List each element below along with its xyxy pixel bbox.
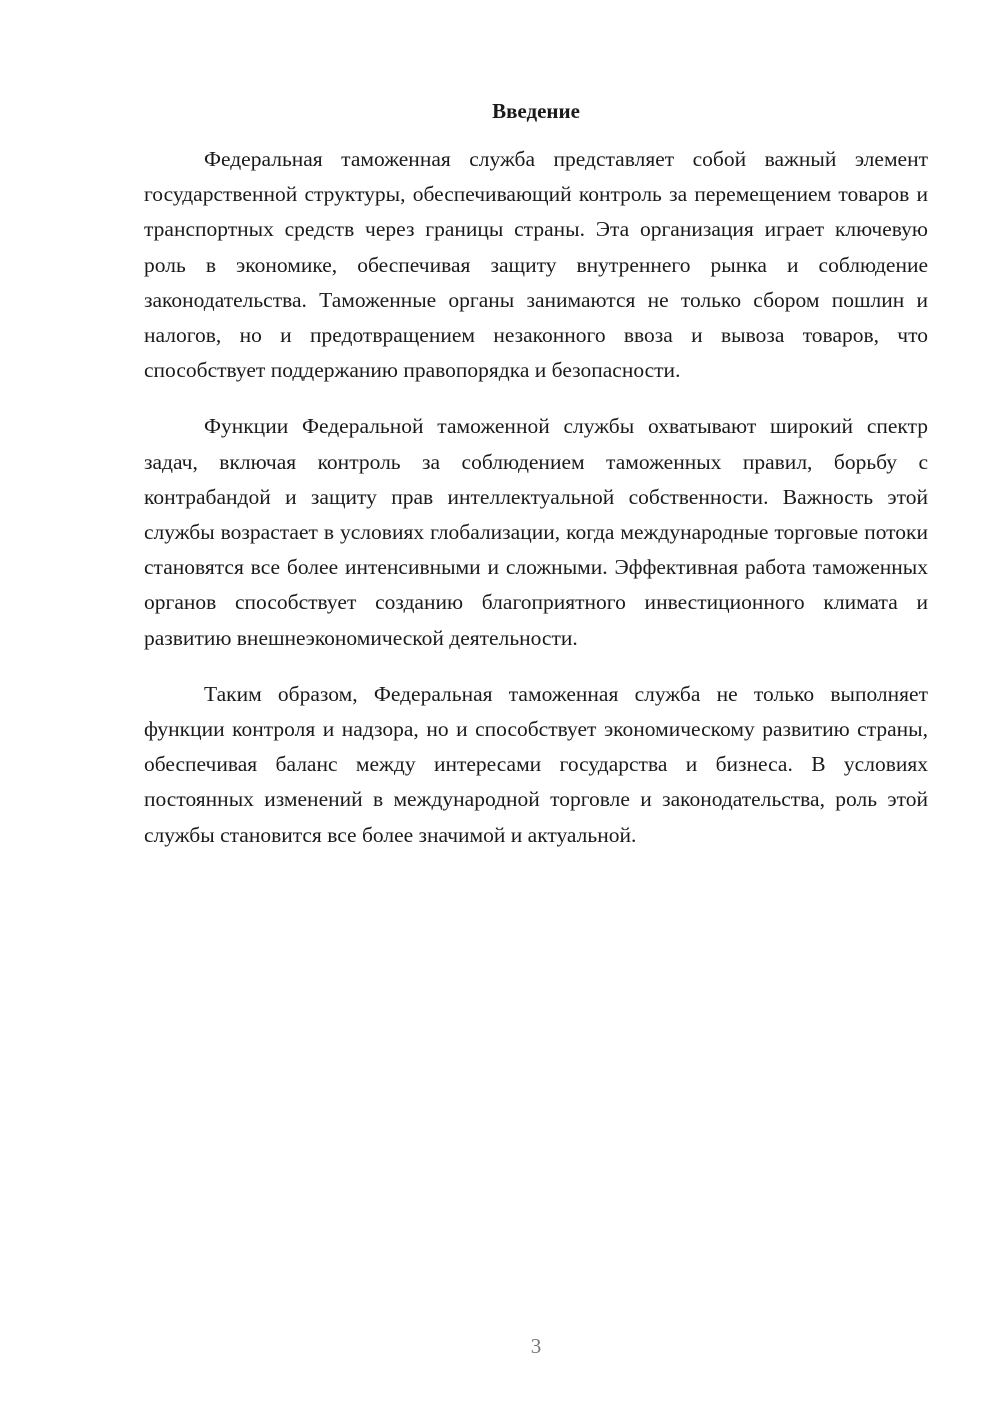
body-text: [144, 142, 928, 874]
paragraph-3: Таким образом, Федеральная таможенная служба не только выполняет функции контроля и надзора, но и способствует экономическому развитию страны, обеспечивая баланс между интересами государства и бизнеса. В условиях постоянных изменений в международной торговле и законодательства, роль этой службы становится все более значимой и актуальной.: [144, 681, 928, 847]
page-number: 3: [530, 1334, 542, 1358]
paragraph-1: Федеральная таможенная служба представляет собой важный элемент государственной структуры, обеспечивающий контроль за перемещением товаров и транспортных средств через границы страны. Эта организация играет ключевую роль в экономике, обеспечивая защиту внутреннего рынка и соблюдение законодательства. Таможенные органы занимаются не только сбором пошлин и налогов, но и предотвращением незаконного ввоза и вывоза товаров, что способствует поддержанию правопорядка и безопасности.: [144, 147, 928, 383]
section-title: Введение: [492, 99, 580, 123]
paragraph-2: Функции Федеральной таможенной службы охватывают широкий спектр задач, включая контроль за соблюдением таможенных правил, борьбу с контрабандой и защиту прав интеллектуальной собственности. Важность этой службы возрастает в условиях глобализации, когда международные торговые потоки становятся все более интенсивными и сложными. Эффективная работа таможенных органов способствует созданию благоприятного инвестиционного климата и развитию внешнеэкономической деятельности.: [144, 414, 928, 650]
